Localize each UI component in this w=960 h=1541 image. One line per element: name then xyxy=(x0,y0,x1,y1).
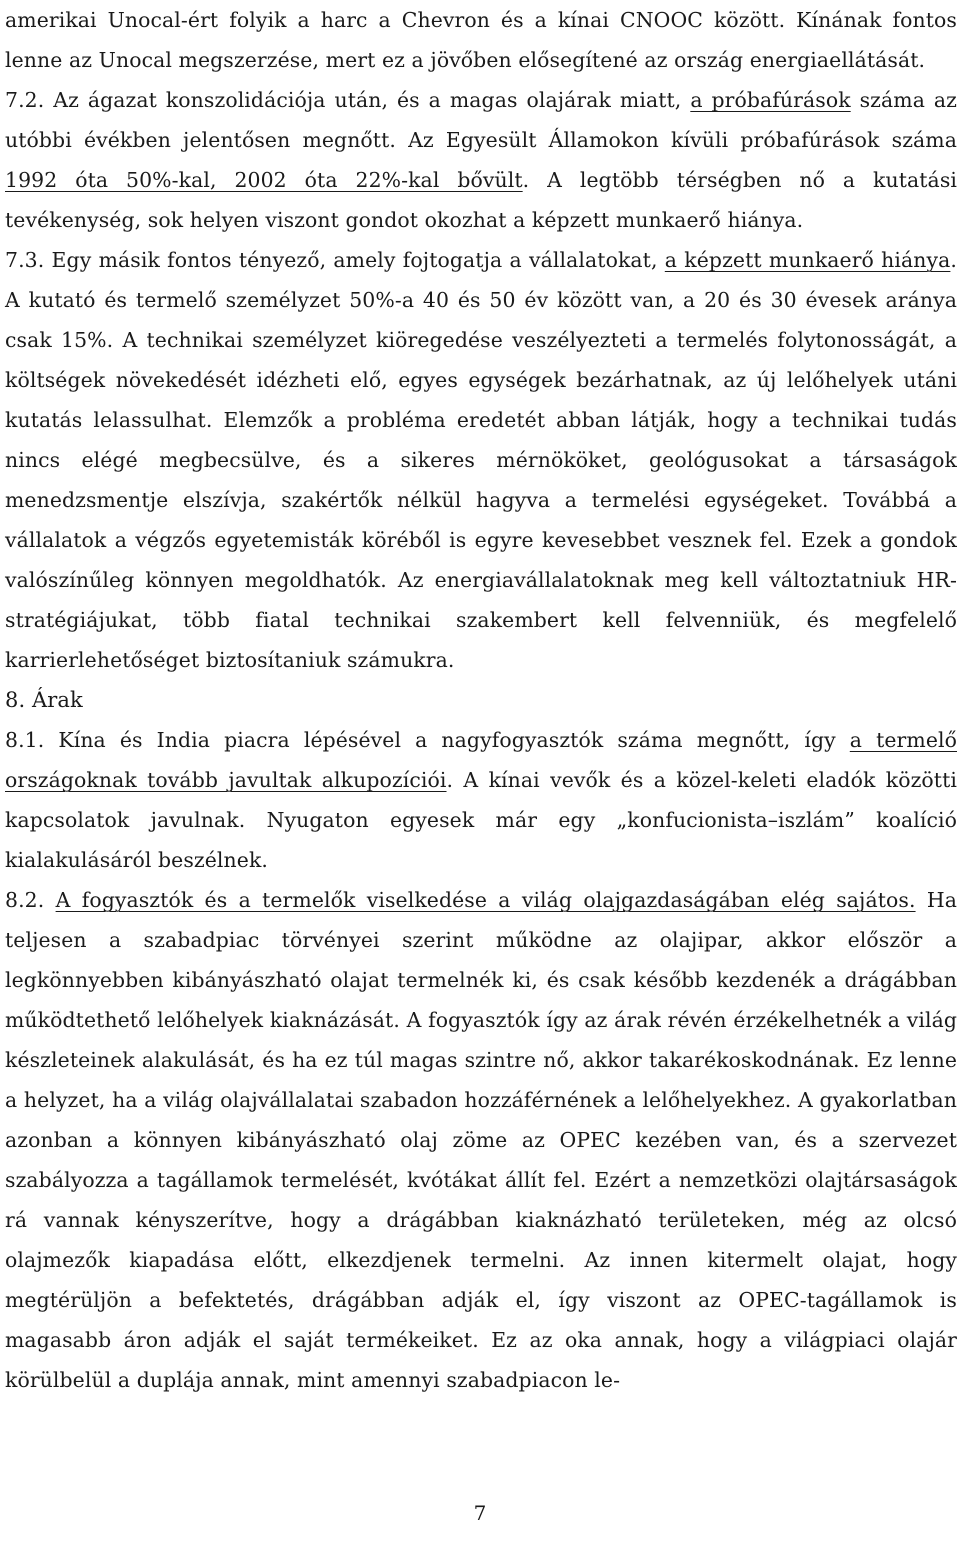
paragraph-8-1 xyxy=(5,720,957,880)
section-number: 8.2. xyxy=(5,888,45,912)
paragraph-7-2 xyxy=(5,80,957,240)
page-number: 7 xyxy=(473,1501,487,1525)
body-text xyxy=(5,0,957,1400)
text-run: Egy másik fontos tényező, amely fojtogatja a vállalatokat, xyxy=(44,248,665,272)
underlined-phrase: a képzett munkaerő hiánya xyxy=(664,248,951,272)
paragraph-7-3 xyxy=(5,240,957,680)
underlined-phrase: a termelő országoknak tovább javultak alkupozíciói xyxy=(5,728,957,792)
text-run: Kína és India piacra lépésével a nagyfogyasztók száma megnőtt, így xyxy=(44,728,850,752)
intro-text: amerikai Unocal-ért folyik a harc a Chevron és a kínai CNOOC között. Kínának fontos lenne az Unocal megszerzése, mert ez a jövőben elősegítené az ország energiaellátását. xyxy=(5,8,957,72)
text-run: Az ágazat konszolidációja után, és a magas olajárak miatt, xyxy=(44,88,691,112)
text-run: . A kutató és termelő személyzet 50%-a 40 és 50 év között van, a 20 és 30 évesek aránya csak 15%. A technikai személyzet kiöregedése veszélyezteti a termelés folytonosságát, a költségek növekedését idézheti elő, egyes egységek bezárhatnak, az új lelőhelyek utáni kutatás lelassulhat. Elemzők a probléma eredetét abban látják, hogy a technikai tudás nincs elégé megbecsülve, és a sikeres mérnököket, geológusokat a társaságok menedzsmentje elszívja, szakértők nélkül hagyva a termelési egységeket. Továbbá a vállalatok a végzős egyetemisták köréből is egyre kevesebbet vesznek fel. Ezek a gondok valószínűleg könnyen megoldhatók. Az energiavállalatoknak meg kell változtatniuk HR-stratégiájukat, több fiatal technikai szakembert kell felvenniük, és megfelelő karrierlehetőséget biztosítaniuk számukra. xyxy=(5,248,957,672)
section-number: 8.1. xyxy=(5,728,45,752)
heading-text: 8. Árak xyxy=(5,688,83,712)
paragraph-8-2 xyxy=(5,880,957,1400)
section-number: 7.2. xyxy=(5,88,45,112)
text-run xyxy=(44,888,55,912)
underlined-phrase: A fogyasztók és a termelők viselkedése a világ olajgazdaságában elég sajátos. xyxy=(55,888,916,912)
underlined-phrase: a próbafúrások xyxy=(690,88,851,112)
section-number: 7.3. xyxy=(5,248,45,272)
text-run: Ha teljesen a szabadpiac törvényei szerint működne az olajipar, akkor először a legkönnyebben kibányászható olajat termelnék ki, és csak később kezdenék a drágábban működtethető lelőhelyek kiaknázását. A fogyasztók így az árak révén érzékelhetnék a világ készleteinek alakulását, és ha ez túl magas szintre nő, akkor takarékoskodnának. Ez lenne a helyzet, ha a világ olajvállalatai szabadon hozzáférnének a lelőhelyekhez. A gyakorlatban azonban a könnyen kibányászható olaj zöme az OPEC kezében van, és a szervezet szabályozza a tagállamok termelését, kvótákat állít fel. Ezért a nemzetközi olajtársaságok rá vannak kényszerítve, hogy a drágábban kiaknázható területeken, még az olcsó olajmezők kiapadása előtt, elkezdjenek termelni. Az innen kitermelt olajat, hogy megtérüljön a befektetés, drágábban adják el, így viszont az OPEC-tagállamok is magasabb áron adják el saját termékeiket. Ez az oka annak, hogy a világpiaci olajár körülbelül a duplája annak, mint amennyi szabadpiacon le- xyxy=(5,888,957,1392)
text-run: . A kínai vevők és a közel-keleti eladók közötti kapcsolatok javulnak. Nyugaton egyesek már egy „konfucionista–iszlám” koalíció kialakulásáról beszélnek. xyxy=(5,768,958,872)
underlined-phrase: 1992 óta 50%-kal, 2002 óta 22%-kal bővült xyxy=(5,168,523,192)
text-run: . A legtöbb térségben nő a kutatási tevékenység, sok helyen viszont gondot okozhat a képzett munkaerő hiánya. xyxy=(5,168,958,232)
paragraph-intro xyxy=(5,0,957,80)
section-heading xyxy=(5,680,957,720)
text-run: száma az utóbbi évékben jelentősen megnőtt. Az Egyesült Államokon kívüli próbafúrások száma xyxy=(5,88,957,152)
